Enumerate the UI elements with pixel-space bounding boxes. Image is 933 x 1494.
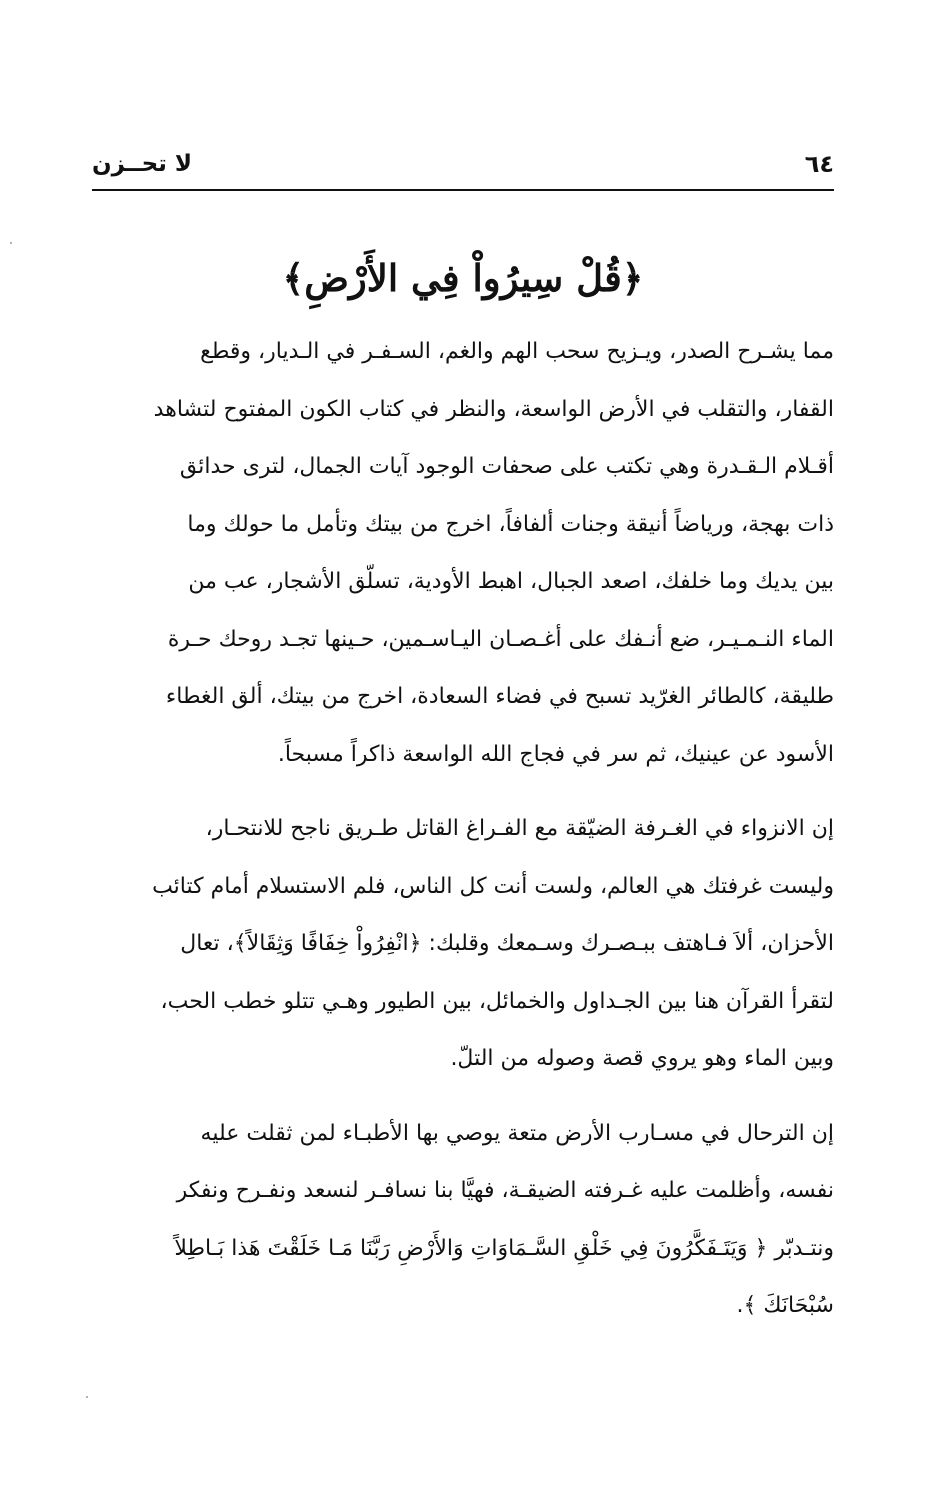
text-line: نفسه، وأظلمت عليه غـرفته الضيقـة، فهيَّا بنا نسافـر لنسعد ونفـرح ونفكر: [176, 1178, 834, 1203]
text-line: الأسود عن عينيك، ثم سر في فجاج الله الواسعة ذاكراً مسبحاً.: [277, 741, 834, 767]
body-text: [92, 323, 834, 1352]
text-line: أقـلام الـقـدرة وهي تكتب على صحفات الوجود آيات الجمال، لترى حدائق: [179, 454, 834, 479]
page-header: [92, 146, 834, 186]
text-line: وليست غرفتك هي العالم، ولست أنت كل الناس، فلم الاستسلام أمام كتائب: [152, 873, 834, 899]
text-line: مما يشـرح الصدر، ويـزيح سحب الهم والغم، السـفـر في الـديار، وقطع: [200, 339, 834, 364]
text-line: طليقة، كالطائر الغرّيد تسبح في فضاء السعادة، اخرج من بيتك، ألق الغطاء: [165, 684, 834, 709]
paragraph: [92, 800, 834, 1088]
text-line: القفار، والتقلب في الأرض الواسعة، والنظر في كتاب الكون المفتوح لتشاهد: [153, 396, 834, 422]
running-book-title: لا تحــزن: [92, 151, 193, 177]
text-line: ونتـدبّر ﴿ وَيَتَـفَكَّرُونَ فِي خَلْقِ السَّـمَاوَاتِ وَالأَرْضِ رَبَّنَا مَـا خَلَقْتَ هَذا بَـاطِلاً: [174, 1235, 834, 1261]
scan-speck: [10, 242, 12, 244]
text-line: الماء النـمـيـر، ضع أنـفك على أغـصـان اليـاسـمين، حـينها تجـد روحك حـرة: [167, 626, 834, 652]
text-line: الأحزان، ألاَ فـاهتف ببـصـرك وسـمعك وقلبك: ﴿انْفِرُواْ خِفَافًا وَثِقَالاً﴾، تعال: [180, 931, 834, 956]
section-title: ﴿قُلْ سِيرُواْ فِي الأَرْضِ﴾: [282, 256, 644, 300]
text-line: سُبْحَانَكَ ﴾.: [736, 1293, 834, 1318]
paragraph: [92, 323, 834, 783]
scan-speck: [86, 1396, 88, 1398]
text-line: إن الترحال في مسـارب الأرض متعة يوصي بها الأطبـاء لمن ثقلت عليه: [200, 1120, 834, 1146]
paragraph: [92, 1105, 834, 1335]
text-line: لتقرأ القرآن هنا بين الجـداول والخمائل، بين الطيور وهـي تتلو خطب الحب،: [160, 988, 834, 1014]
text-line: إن الانزواء في الغـرفة الضيّقة مع الفـراغ القاتل طـريق ناجح للانتحـار،: [205, 816, 834, 841]
text-line: وبين الماء وهو يروي قصة وصوله من التلّ.: [450, 1046, 834, 1071]
text-line: ذات بهجة، ورياضاً أنيقة وجنات ألفافاً، اخرج من بيتك وتأمل ما حولك وما: [187, 511, 834, 537]
header-divider: [92, 189, 834, 191]
page-number: ٦٤: [804, 150, 834, 178]
text-line: بين يديك وما خلفك، اصعد الجبال، اهبط الأودية، تسلّق الأشجار، عب من: [188, 569, 834, 594]
